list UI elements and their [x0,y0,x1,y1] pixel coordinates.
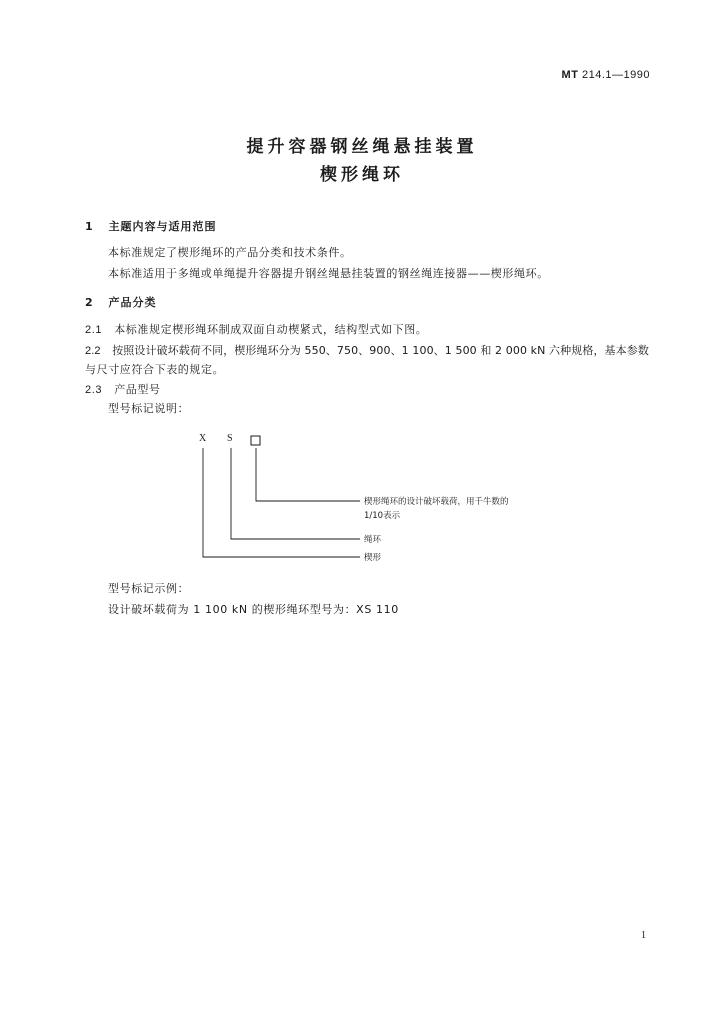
model-label: 型号标记说明： [108,402,190,415]
model-code-diagram [190,432,550,572]
label-rope-loop: 绳环 [364,535,382,545]
section-2-number: 2 [85,296,94,309]
example-text: 设计破坏载荷为 1 100 kN 的楔形绳环型号为：XS 110 [108,603,399,616]
label-wedge: 楔形 [364,553,382,563]
code-s: S [227,433,233,444]
clause-2-1-text: 本标准规定楔形绳环制成双面自动楔紧式，结构型式如下图。 [114,323,428,336]
section-1-para-1: 本标准规定了楔形绳环的产品分类和技术条件。 [108,246,352,259]
leader-line-x [203,448,360,557]
standard-code: 214.1—1990 [582,69,650,81]
clause-2-1 [85,321,427,337]
clause-2-3-number: 2.3 [85,384,103,396]
standard-prefix: MT [561,69,579,81]
section-1-heading [85,218,217,234]
standard-number [562,69,650,81]
clause-2-2 [85,342,649,358]
clause-2-1-number: 2.1 [85,324,103,336]
section-1-title: 主题内容与适用范围 [108,220,217,233]
leader-line-s [231,448,360,539]
doc-title: 提升容器钢丝绳悬挂装置 [246,137,478,157]
doc-subtitle: 楔形绳环 [320,165,404,185]
section-1-number: 1 [85,220,94,233]
clause-2-2-number: 2.2 [85,345,101,357]
label-design-load-unit: 1/10表示 [364,511,401,521]
leader-line-number [256,448,360,501]
section-1-para-2: 本标准适用于多绳或单绳提升容器提升钢丝绳悬挂装置的钢丝绳连接器——楔形绳环。 [108,267,549,280]
number-placeholder-box [251,436,260,445]
clause-2-2-text-b: 与尺寸应符合下表的规定。 [85,363,225,376]
section-2-title: 产品分类 [108,296,157,309]
clause-2-3 [85,381,161,397]
section-2-heading [85,294,157,310]
clause-2-2-text-a: 按照设计破坏载荷不同，楔形绳环分为 550、750、900、1 100、1 500 和 2 000 kN 六种规格，基本参数 [112,344,649,357]
page-number: 1 [641,930,646,941]
label-design-load: 楔形绳环的设计破坏载荷，用千牛数的 [364,497,509,507]
example-label: 型号标记示例： [108,582,190,595]
clause-2-3-title: 产品型号 [114,383,161,396]
code-x: X [199,433,207,444]
